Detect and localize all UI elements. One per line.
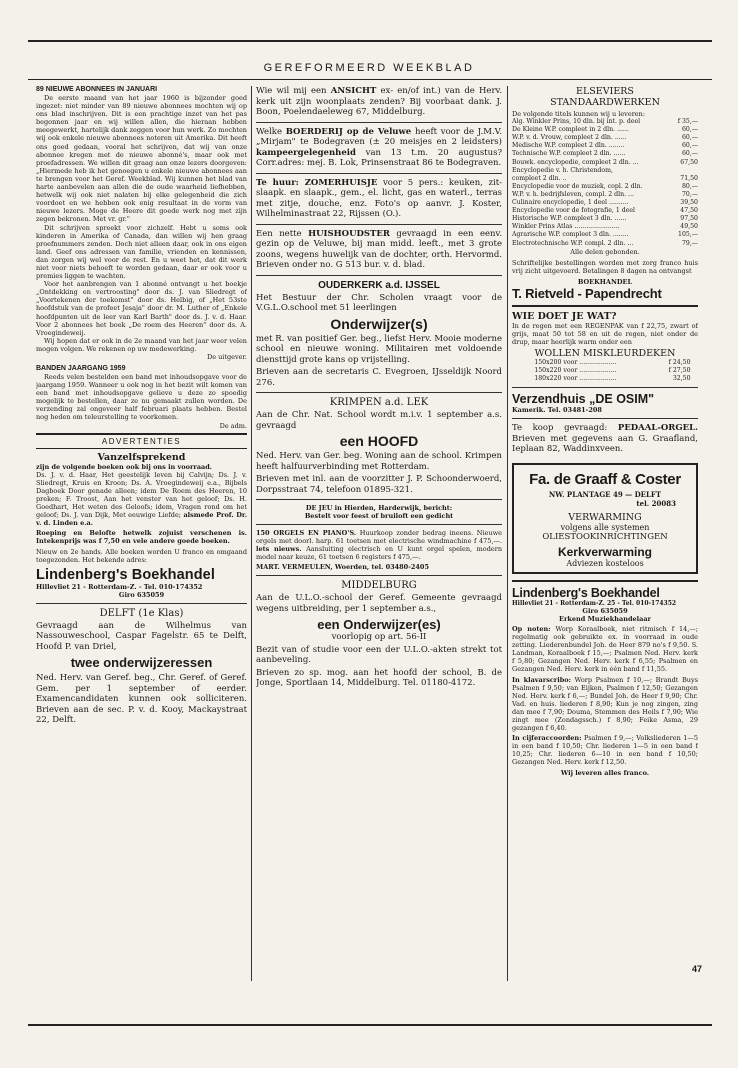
item-price: 105,— [678, 231, 698, 239]
ad-address: Kamerik. Tel. 03481-208 [512, 406, 602, 415]
ad-subtitle: Erkend Muziekhandelaar [559, 614, 651, 623]
ad-keyword: kampeergelegenheid [256, 147, 356, 158]
item-price: f 24,50 [668, 359, 691, 367]
ad-boerderij [256, 122, 502, 169]
ad-line: Bestelt voor feest of bruiloft een gedicht [304, 512, 454, 520]
ad-text: heeft voor de J.M.V. „Mirjam" te Bodegraven (± 20 meisjes en 2 leidsters) [256, 126, 502, 147]
blanket-row [534, 375, 690, 383]
price-row [512, 167, 698, 175]
page-number: 47 [691, 964, 702, 974]
bottom-rule [28, 1024, 712, 1026]
ad-subtitle: voorlopig op art. 56-II [331, 632, 427, 643]
ad-keyword: In klavarscribo: [512, 675, 571, 684]
item-name: Encyclopedie v. h. Christendom, [512, 166, 613, 174]
ad-vanzelfsprekend [36, 452, 247, 599]
ad-keyword: 150 ORGELS EN PIANO'S. [256, 529, 357, 537]
ad-osim [512, 387, 698, 414]
column-1 [36, 86, 247, 726]
ad-footer: Alle delen gebonden. [570, 247, 640, 256]
column-divider-2 [507, 86, 508, 981]
price-row [512, 199, 698, 207]
page-header: GEREFORMEERD WEEKBLAD [263, 62, 475, 74]
header-rule [28, 79, 712, 80]
item-name: Historische W.P. compleet 3 dln. ...... [512, 215, 627, 223]
ad-text: gevraagd in een eenv. gezin op de Veluwe, bij man midd. leeft., met 3 grote zoons, wegens huwelijk van de dochter, orth. Hervormd. Brieven onder no. G 513 bur. v. d. blad. [256, 228, 502, 270]
ad-text: Aansluiting electrisch en U kunt orgel spelen, modern model naar keuze, 61 toetsen 6 registers f 475,—. [256, 545, 502, 562]
ad-de-graaff-coster [512, 463, 698, 574]
ad-footer: Wij leveren alles franco. [560, 768, 650, 777]
ad-regenpak [512, 305, 698, 384]
article-heading: BANDEN JAARGANG 1959 [36, 365, 126, 372]
company-address: NW. PLANTAGE 49 — DELFT [548, 489, 662, 499]
column-2 [256, 86, 502, 689]
company-phone: tel. 20083 [636, 498, 676, 508]
ad-middelburg [256, 575, 502, 689]
ad-krimpen [256, 392, 502, 495]
price-row [512, 126, 698, 134]
article-signature: De adm. [219, 421, 247, 430]
shop-label: BOEKHANDEL [577, 277, 633, 286]
ad-note: Schriftelijke bestellingen worden met zorg franco huis vrij zicht uitgevoerd. Betalingen 8 dagen na ontvangst [512, 258, 698, 275]
ad-body: In de regen met een REGENPAK van f 22,75, zwart of grijs, maat 50 tot 58 en uit de regen, niet onder de drup, maar heerlijk warm onder een [512, 321, 698, 347]
article-paragraph: Wij hopen dat er ook in de 2e maand van het jaar weer velen mogen volgen. We rekenen op uw medewerking. [36, 336, 247, 353]
ad-big-title: een HOOFD [339, 433, 419, 449]
item-name: compleet 2 dln. .. [512, 174, 567, 182]
price-row [512, 175, 698, 183]
ad-text: van 13 t.m. 20 augustus? Corr.adres: mej. B. Lok, Prinsenstraat 86 te Bodegraven. [256, 147, 502, 168]
ad-nieuw: Nieuw en 2e hands. Alle boeken worden U franco en omgaand toegezonden. Het bekende adres: [36, 547, 247, 564]
ad-text: Wie wil mij een [256, 86, 327, 96]
ad-keyword: BOERDERIJ op de Veluwe [285, 126, 412, 137]
item-price: 80,— [681, 182, 698, 190]
ad-huishoudster [256, 224, 502, 271]
item-name: W.P. v. h. bedrijfsleven, compl. 2 dln. ... [512, 190, 634, 198]
ad-keyword: Op noten: [512, 624, 551, 633]
blanket-row [534, 367, 690, 375]
item-price: f 27,50 [668, 367, 691, 375]
ad-subtitle: WOLLEN MISKLEURDEKEN [534, 348, 676, 360]
ad-body: Aan de Chr. Nat. School wordt m.i.v. 1 september a.s. gevraagd [256, 410, 502, 431]
item-price: 60,— [681, 142, 698, 150]
price-row [512, 142, 698, 150]
article-heading: 89 NIEUWE ABONNEES IN JANUARI [36, 86, 158, 93]
column-divider-1 [251, 86, 252, 981]
ad-keyword: PEDAAL-ORGEL. [617, 423, 698, 434]
ad-intro: De volgende titels kunnen wij u leveren: [512, 110, 646, 118]
ad-big-title: een Onderwijzer(es) [317, 617, 441, 633]
ad-body: Brieven zo sp. mog. aan het hoofd der school, B. de Jonge, Sportlaan 14, Middelburg. Tel. 01180-4172. [256, 667, 502, 689]
ad-keyword: Te huur: ZOMERHUISJE [256, 177, 378, 188]
ad-body: Ds. J. v. d. Haar, Het geestelijk leven bij Calvijn; Ds. J. v. Sliedregt, Kruis en Kroon; Ds. A. Vroegindeweij e.a., Bijbels Dagboek Door genade alleen; idem De Roem des Heeren, 10 preken; F. Troost, Aan het venster van het geloof; Ds. H. Goedhart, Het weten des Geloofs; idem, Vragen rond om het geloof; Ds. J. van Dijk, Met eeuwige Liefde; [36, 470, 247, 520]
ad-body: Brieven aan de secretaris C. Evegroen, IJsseldijk Noord 276. [256, 367, 502, 388]
top-rule [28, 40, 712, 42]
ad-elseviers [512, 86, 698, 301]
item-name: Culinaire encyclopedie, 1 deel .......... [512, 199, 629, 207]
item-name: 150x200 voor ................... [534, 359, 617, 367]
ad-title: DELFT (1e Klas) [99, 607, 184, 619]
ad-text: Psalmen f 9,—; Volksliederen 1—5 in een band f 10,50; Chr. liederen 1—5 in een band f 10,25; Chr. liederen 6—10 in een band f 10,50; Gezangen Ned. Herv. kerk f 12,50. [512, 734, 698, 767]
ad-subtitle: zijn de volgende boeken ook bij ons in voorraad. [36, 462, 213, 471]
ad-keyword: In cijferaccoorden: [512, 734, 582, 743]
item-name: Encyclopedie voor de muziek, copl. 2 dln. [512, 182, 643, 190]
ad-de-jeu [256, 499, 502, 520]
ad-body: Aan de U.L.O.-school der Geref. Gemeente gevraagd wegens uitbreiding, per 1 september a.s., [256, 593, 502, 614]
ad-text: Welke [256, 126, 282, 137]
article-bindings [36, 365, 247, 430]
item-name: 180x220 voor ................... [534, 375, 617, 383]
price-row [512, 223, 698, 231]
item-price: 47,50 [680, 207, 698, 215]
ad-keyword: ANSICHT [330, 86, 377, 96]
item-name: Electrotechnische W.P. compl. 2 dln. ... [512, 239, 634, 247]
article-new-subscribers [36, 86, 247, 361]
price-row [512, 191, 698, 199]
price-row [512, 183, 698, 191]
item-price: 67,50 [680, 158, 698, 166]
price-row [512, 215, 698, 223]
blanket-price-table [534, 359, 690, 383]
ad-roeping: Roeping en Belofte hetwelk zojuist verschenen is. Intekenprijs was f 7,50 en vele andere goede boeken. [36, 529, 247, 546]
article-paragraph: Dit schrijven spreekt voor zichzelf. Hebt u soms ook kinderen in Amerika of Canada, dan willen wij hen graag proefnummers zenden. Doch niet alleen daar, ook in ons eigen land. Geef ons adressen van familie, vrienden en kennissen, dan zorgen wij wel voor de rest. En u weet het, dat dit werk niet voor niets behoeft te worden gedaan, daar er ook voor u premies liggen te wachten. [36, 223, 247, 281]
price-row [512, 118, 698, 126]
advertisements-heading: ADVERTENTIES [36, 433, 247, 449]
item-name: Winkler Prins Atlas ....................... [512, 223, 620, 231]
price-row [512, 240, 698, 248]
ad-address: Hillevliet 21 - Rotterdam-Z. - Tel. 010-174352 [36, 582, 203, 591]
article-paragraph: Voor het aanbrengen van 1 abonné ontvangt u het boekje „Ontdekking en vertroosting" door ds. J. van Sliedregt of „Voortekenen der toekomst" door ds. Helbig, of „Het 53ste hoofdstuk van de profeet Jesaja" door dr. M. Luther of „Enkele hoofdpunten uit de leer van Karl Barth" door ds. J. v. d. Haar. Voor 2 abonnees het boek „De roem des Heeren" door ds. A. Vroegindeweij. [36, 280, 247, 337]
blanket-row [534, 359, 690, 367]
ad-zomerhuisje [256, 173, 502, 220]
price-row [512, 159, 698, 167]
ad-text: voor 5 pers.: keuken, zit-slaapk. en slaapk., gem., el. licht, gas en waterl., terras met zitje, douche, enz. Foto's op aanvr. J. Koster, Wilhelminastraat 22, Rijssen (O.). [256, 177, 502, 219]
ad-title: Vanzelfsprekend [97, 451, 186, 463]
item-name: Technische W.P. compleet 2 dln. ...... [512, 150, 626, 158]
price-row [512, 231, 698, 239]
item-name: W.P. v. d. Vrouw, compleet 2 dln. ...... [512, 134, 627, 142]
ad-text: Brieven met gegevens aan G. Graafland, Ieplaan 82, Waddinxveen. [512, 433, 698, 455]
ad-body: Ned. Herv. van Ger. beg. Woning aan de school. Krimpen heeft halfuurverbinding met Rotterdam. [256, 451, 502, 472]
ad-line: Adviezen kosteloos [566, 558, 644, 568]
ad-title: OUDERKERK a.d. IJSSEL [318, 279, 440, 291]
ad-body: Brieven met inl. aan de voorzitter J. P. Schoonderwoerd, Dorpsstraat 74, telefoon 01895-321. [256, 474, 502, 495]
ad-text: Huurkoop zonder bedrag ineens. Nieuwe orgels met doorl. harp. 61 toetsen met electrische windmachine f 475,—. [256, 529, 502, 546]
price-row [512, 134, 698, 142]
item-name: De Kleine W.P. compleet in 2 dln. ...... [512, 126, 629, 134]
ad-address: Hillevliet 21 - Rotterdam-Z. 25 - Tel. 010-174352 [512, 599, 677, 607]
ad-giro: Giro 635059 [118, 590, 165, 599]
item-price: 79,— [681, 239, 698, 247]
item-name: 150x220 voor ................... [534, 367, 617, 375]
item-name: Encyclopedie voor de fotografie, 1 deel [512, 207, 636, 215]
ad-line: volgens alle systemen [560, 522, 650, 532]
ad-title: KRIMPEN a.d. LEK [329, 397, 429, 408]
ad-lindenberg-music [512, 580, 698, 777]
price-table [512, 118, 698, 248]
ad-orgels [256, 524, 502, 571]
ad-line: DE JEU in Hierden, Harderwijk, bericht: [305, 504, 453, 512]
ad-big-title: Onderwijzer(s) [330, 315, 428, 332]
item-price: 49,50 [680, 223, 698, 231]
item-name: Medische W.P. compleet 2 dln. ........ [512, 142, 625, 150]
ad-title: ELSEVIERS [576, 86, 634, 97]
shop-name: T. Rietveld - Papendrecht [512, 285, 662, 301]
ad-ansicht [256, 86, 502, 118]
article-paragraph: De eerste maand van het jaar 1960 is bijzonder goed ingezet: niet minder van 89 nieuwe abonnees mochten wij op ons blad inschrijven. Dit is een prachtige inzet van het pas begonnen jaar en wij willen allen, die hieraan hebben meegewerkt, hartelijk dank zeggen voor hun werk. Zo mochten wij ook enkele nieuwe abonnees noteren uit Amerika. Dit heeft ons goed gedaan, vooral het schrijven, dat wij van onze abonnee kregen met de nieuwe abonné's, maar ook met proefadressen. We willen dit graag aan onze lezers doorgeven: „Hiermede heb ik het genoegen u enkele nieuwe abonnees aan te brengen voor het Geref. Weekblad. Wij kunnen het blad van harte aanbevelen aan allen die de oude waarheid liefhebben, hetwelk wij ook niet nalaten bij elke gelegenheid die zich voordoet en we hebben ook enig resultaat in de vorm van nieuwe lezers. Moge de Heere dit goede werk nog met zijn zegen bekronen. Met vr. gr." [36, 94, 247, 224]
column-3 [512, 86, 698, 777]
company-name: Fa. de Graaff & Coster [529, 470, 681, 488]
item-price: 60,— [681, 126, 698, 134]
ad-text: Een nette [256, 228, 302, 239]
item-price: 39,50 [680, 199, 698, 207]
ad-pedaal-orgel [512, 418, 698, 455]
ad-signature: MART. VERMEULEN, Woerden, tel. 03480-2405 [256, 563, 429, 572]
ad-big-line: Kerkverwarming [557, 544, 653, 559]
lindenberg-logo: Lindenberg's Boekhandel [512, 585, 660, 600]
ad-keyword: HUISHOUDSTER [308, 228, 390, 239]
article-paragraph: Reeds velen bestelden een band met inhoudsopgave voor de jaargang 1959. Wanneer u ook nog in het bezit wilt komen van een band met inhoudsopgave gelieve u deze zo spoedig mogelijk te bestellen, daar ze nu gemaakt zullen worden. De verzending zal ongeveer half februari plaats hebben. Bestel nog heden om teleurstelling te voorkomen. [36, 373, 247, 422]
ad-title: WIE DOET JE WAT? [512, 310, 617, 322]
ad-line: VERWARMING [568, 511, 642, 523]
ad-big-title: twee onderwijzeressen [70, 655, 213, 671]
item-name: Bouwk. encyclopedie, compleet 2 dln. ... [512, 158, 639, 166]
ad-delft [36, 603, 247, 726]
ad-body: Gevraagd aan de Wilhelmus van Nassouweschool, Caspar Fagelstr. 65 te Delft, Hoofd P. van Driel, [36, 620, 247, 652]
item-price: 97,50 [680, 215, 698, 223]
ad-ouderkerk [256, 275, 502, 389]
ad-text: Worp Psalmen f 10,—; Brandt Buys Psalmen f 9,50; van Eijken, Psalmen f 12,50; Gezangen Ned. Herv. kerk f 6,—; Bundel Joh. de Heer f 9,90; Chr. Vad. en huis. liederen f 8,90; Kun je nog zingen, zing dan mee f 7,90; Douma, Stemmen des Heils f 7,90; Wie zingt mee (Zondagssch.) f 8,90; Feike Asma, 29 gezangen f 6,40. [512, 675, 698, 733]
article-signature: De uitgever. [207, 353, 247, 361]
price-row [512, 207, 698, 215]
ad-title: STANDAARDWERKEN [550, 97, 660, 108]
ad-body: met R. van positief Ger. beg., liefst Herv. Mooie moderne school en nieuwe woning. Militairen met voldoende diensttijd grote kans op vrijstelling. [256, 333, 502, 365]
ad-body: Ned. Herv. van Geref. beg., Chr. Geref. of Geref. Gem. per 1 september of eerder. Examencandidaten kunnen ook solliciteren. Brieven aan de sec. P. v. d. Kooy, Mackaystraat 22, Delft. [36, 673, 247, 726]
ad-title: MIDDELBURG [341, 580, 417, 592]
ad-giro: Giro 635059 [582, 606, 628, 615]
ad-text: Te koop gevraagd: [512, 423, 608, 434]
item-price: 60,— [681, 134, 698, 142]
item-price: f 35,— [677, 118, 698, 126]
ad-body: Het Bestuur der Chr. Scholen vraagt voor de V.G.L.O.school met 51 leerlingen [256, 292, 502, 313]
price-row [512, 150, 698, 158]
item-price: 70,— [681, 190, 698, 198]
ad-body-bold: alsmede Prof. Dr. v. d. Linden e.a. [36, 511, 247, 528]
item-price: 71,50 [680, 174, 698, 182]
ad-body: Bezit van of studie voor een der U.L.O.-akten strekt tot aanbeveling. [256, 644, 502, 666]
item-name: Alg. Winkler Prins, 10 dln. bij int. p. deel [512, 118, 641, 126]
item-price: 32,50 [672, 375, 691, 383]
ad-text: ex- en/of int.) van de Herv. kerk uit zijn woonplaats zenden? Bij voorbaat dank. J. Boon, Poelendaeleweg 67, Middelburg. [256, 86, 502, 117]
ad-text: Worp Koraalboek, niet ritmisch f 14,—; regelmatig ook gebruikte ex. in voorraad in oude zetting. Liederenbundel Joh. de Heer 879 no's f 9,50. S. Landman, Koraalboek f 15,—; Psalmen Ned. Herv. kerk f 5,80; Gezangen Ned. Herv. kerk f 6,55; Psalmen en Gezangen Ned. Herv. kerk in één band f 11,55. [512, 624, 698, 674]
ad-keyword: lets nieuws. [256, 545, 302, 554]
lindenberg-logo: Lindenberg's Boekhandel [36, 566, 215, 583]
ad-line: OLIESTOOKINRICHTINGEN [542, 531, 668, 542]
item-name: Agrarische W.P. compleet 3 dln. ........ [512, 231, 629, 239]
ad-title: Verzendhuis „DE OSIM" [512, 392, 655, 407]
item-price: 60,— [681, 150, 698, 158]
item-price [674, 167, 698, 175]
